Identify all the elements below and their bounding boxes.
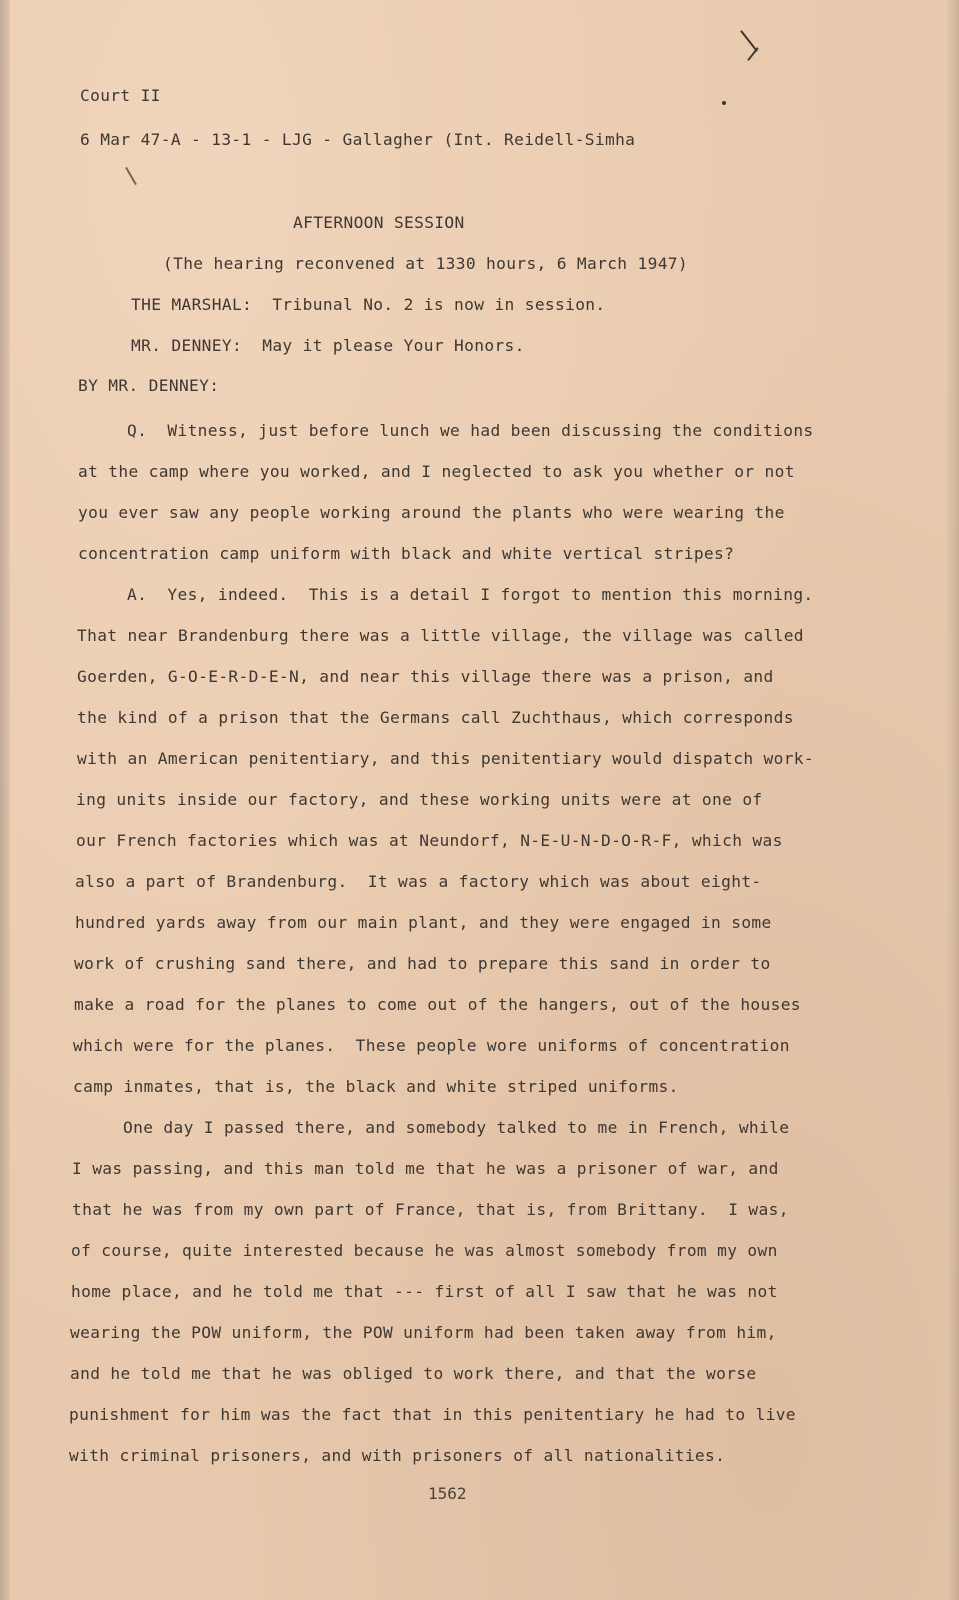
text-line: Q. Witness, just before lunch we had been discussing the conditions <box>127 421 814 440</box>
text-line: and he told me that he was obliged to work there, and that the worse <box>70 1364 757 1383</box>
text-line: the kind of a prison that the Germans call Zuchthaus, which corresponds <box>77 708 794 727</box>
reference-line: 6 Mar 47-A - 13-1 - LJG - Gallagher (Int. Reidell-Simha <box>80 130 636 149</box>
text-line: I was passing, and this man told me that he was a prisoner of war, and <box>72 1159 779 1178</box>
text-line: work of crushing sand there, and had to prepare this sand in order to <box>74 954 771 973</box>
text-line: with criminal prisoners, and with prisoners of all nationalities. <box>69 1446 726 1465</box>
ink-dot <box>722 101 726 105</box>
text-line: Goerden, G-O-E-R-D-E-N, and near this village there was a prison, and <box>77 667 774 686</box>
text-line: you ever saw any people working around the plants who were wearing the <box>78 503 785 522</box>
text-line: of course, quite interested because he was almost somebody from my own <box>71 1241 778 1260</box>
text-line: BY MR. DENNEY: <box>78 376 220 395</box>
text-line: make a road for the planes to come out of the hangers, out of the houses <box>74 995 801 1014</box>
text-line: wearing the POW uniform, the POW uniform had been taken away from him, <box>70 1323 777 1342</box>
paper-right-edge <box>945 0 959 1600</box>
ink-mark-top-right-2 <box>747 47 758 61</box>
text-line: MR. DENNEY: May it please Your Honors. <box>131 336 525 355</box>
text-line: camp inmates, that is, the black and white striped uniforms. <box>73 1077 679 1096</box>
text-line: (The hearing reconvened at 1330 hours, 6 March 1947) <box>163 254 688 273</box>
text-line: A. Yes, indeed. This is a detail I forgot to mention this morning. <box>127 585 814 604</box>
text-line: home place, and he told me that --- first of all I saw that he was not <box>71 1282 778 1301</box>
text-line: ing units inside our factory, and these working units were at one of <box>76 790 763 809</box>
text-line: concentration camp uniform with black and white vertical stripes? <box>78 544 735 563</box>
session-title: AFTERNOON SESSION <box>293 213 465 232</box>
text-line: at the camp where you worked, and I neglected to ask you whether or not <box>78 462 795 481</box>
text-line: our French factories which was at Neundorf, N-E-U-N-D-O-R-F, which was <box>76 831 783 850</box>
paper-left-edge <box>0 0 10 1600</box>
text-line: that he was from my own part of France, that is, from Brittany. I was, <box>72 1200 789 1219</box>
text-line: which were for the planes. These people wore uniforms of concentration <box>73 1036 790 1055</box>
text-line: THE MARSHAL: Tribunal No. 2 is now in session. <box>131 295 606 314</box>
text-line: That near Brandenburg there was a little village, the village was called <box>77 626 804 645</box>
text-line: punishment for him was the fact that in this penitentiary he had to live <box>69 1405 796 1424</box>
text-line: One day I passed there, and somebody talked to me in French, while <box>123 1118 790 1137</box>
ink-tick <box>125 167 137 185</box>
text-line: hundred yards away from our main plant, and they were engaged in some <box>75 913 772 932</box>
text-line: also a part of Brandenburg. It was a factory which was about eight- <box>75 872 762 891</box>
text-line: with an American penitentiary, and this penitentiary would dispatch work- <box>77 749 814 768</box>
court-label: Court II <box>80 86 161 105</box>
page-number: 1562 <box>428 1484 467 1503</box>
